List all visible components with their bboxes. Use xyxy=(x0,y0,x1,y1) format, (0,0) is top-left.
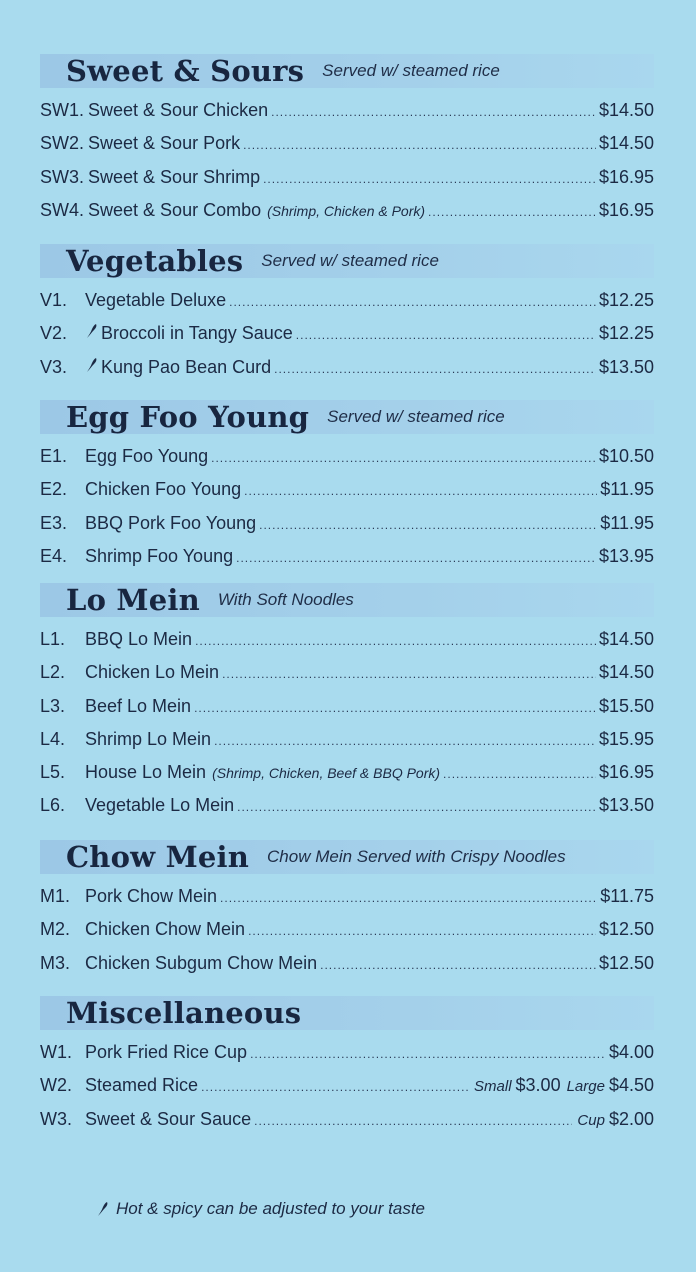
item-code: SW1. xyxy=(40,100,85,120)
item-name-text: Sweet & Sour Combo xyxy=(88,199,262,220)
section-header xyxy=(40,244,654,278)
spicy-note xyxy=(96,1199,425,1219)
menu-item xyxy=(40,913,654,946)
item-price: $14.50 xyxy=(598,100,654,120)
menu-item xyxy=(40,690,654,723)
section-header xyxy=(40,54,654,88)
item-name xyxy=(85,317,293,350)
section-title: Sweet & Sours xyxy=(66,54,305,88)
section-miscellaneous xyxy=(40,996,654,1136)
menu-item xyxy=(40,473,654,506)
section-lo-mein xyxy=(40,583,654,823)
item-code: SW2. xyxy=(40,133,85,154)
section-sweet-sours xyxy=(40,54,654,227)
item-name: Pork Chow Mein xyxy=(85,886,218,906)
leader-dots xyxy=(222,658,596,691)
menu-item xyxy=(40,789,654,822)
section-title: Egg Foo Young xyxy=(66,400,310,434)
leader-dots xyxy=(428,196,596,229)
item-price: $13.95 xyxy=(598,545,654,566)
section-header xyxy=(40,400,654,434)
item-name xyxy=(88,194,425,228)
item-name: Shrimp Foo Young xyxy=(85,545,234,566)
item-code: SW4. xyxy=(40,199,85,220)
item-price: $4.00 xyxy=(608,1042,654,1062)
item-name-text: House Lo Mein xyxy=(85,762,207,783)
item-name: Sweet & Sour Shrimp xyxy=(88,166,261,187)
leader-dots xyxy=(194,692,596,725)
item-code: L4. xyxy=(40,728,66,749)
item-code: E3. xyxy=(40,512,68,533)
item-price: $16.95 xyxy=(598,166,654,187)
item-name: Shrimp Lo Mein xyxy=(85,728,212,749)
item-price: $14.50 xyxy=(598,662,654,683)
size-label-small: Small xyxy=(474,1078,512,1096)
item-price: $12.50 xyxy=(598,952,654,973)
leader-dots xyxy=(244,475,597,508)
item-name: Sweet & Sour Pork xyxy=(88,133,241,154)
item-note: (Shrimp, Chicken & Pork) xyxy=(267,202,426,219)
item-code: W3. xyxy=(40,1108,73,1129)
item-code: L6. xyxy=(40,795,66,816)
chili-pepper-icon xyxy=(96,1201,110,1217)
leader-dots xyxy=(271,96,596,129)
menu-item xyxy=(40,317,654,350)
item-code: L3. xyxy=(40,695,66,716)
menu-item xyxy=(40,1036,654,1069)
leader-dots xyxy=(296,319,596,352)
item-code: V2. xyxy=(40,323,68,344)
item-name xyxy=(85,351,271,384)
item-name: Vegetable Lo Mein xyxy=(85,795,235,816)
item-name: Beef Lo Mein xyxy=(85,695,192,716)
item-name: Sweet & Sour Sauce xyxy=(85,1108,252,1129)
item-price: $15.50 xyxy=(598,695,654,716)
item-code: E4. xyxy=(40,545,68,566)
item-code: M1. xyxy=(40,886,71,906)
item-name: Vegetable Deluxe xyxy=(85,290,227,310)
leader-dots xyxy=(263,163,596,196)
section-subtitle: Chow Mein Served with Crispy Noodles xyxy=(267,847,566,866)
item-code: W2. xyxy=(40,1075,73,1096)
menu-item xyxy=(40,161,654,194)
item-price-large: $4.50 xyxy=(608,1075,654,1096)
item-name-text: Broccoli in Tangy Sauce xyxy=(101,323,293,344)
item-code: E2. xyxy=(40,479,68,500)
size-label-large: Large xyxy=(566,1078,605,1096)
section-subtitle: Served w/ steamed rice xyxy=(322,61,500,80)
leader-dots xyxy=(195,625,596,658)
chili-pepper-icon xyxy=(85,357,99,373)
menu-item xyxy=(40,880,654,913)
item-name: Chicken Foo Young xyxy=(85,479,242,500)
item-code: L2. xyxy=(40,662,66,683)
chili-pepper-icon xyxy=(85,323,99,339)
section-title: Vegetables xyxy=(66,244,244,278)
section-header xyxy=(40,840,654,874)
leader-dots xyxy=(211,442,596,475)
item-name: Chicken Subgum Chow Mein xyxy=(85,952,318,973)
item-price: $2.00 xyxy=(608,1108,654,1129)
item-code: SW3. xyxy=(40,166,85,187)
leader-dots xyxy=(214,725,596,758)
menu-item xyxy=(40,656,654,689)
item-price: $11.75 xyxy=(600,886,654,906)
section-title: Miscellaneous xyxy=(66,996,302,1030)
item-price: $12.25 xyxy=(598,290,654,310)
item-price: $16.95 xyxy=(598,199,654,220)
item-name: Sweet & Sour Chicken xyxy=(88,100,269,120)
menu-item xyxy=(40,623,654,656)
item-price: $12.25 xyxy=(598,323,654,344)
leader-dots xyxy=(229,286,596,319)
section-header xyxy=(40,996,654,1030)
leader-dots xyxy=(259,509,597,542)
menu-item xyxy=(40,1069,654,1102)
item-name xyxy=(85,756,440,790)
leader-dots xyxy=(201,1071,469,1104)
menu-item xyxy=(40,440,654,473)
item-name: Egg Foo Young xyxy=(85,446,209,466)
item-price: $13.50 xyxy=(598,356,654,377)
item-code: W1. xyxy=(40,1042,73,1062)
item-code: M2. xyxy=(40,919,71,940)
section-title: Lo Mein xyxy=(66,583,200,617)
menu-item xyxy=(40,351,654,384)
size-label-cup: Cup xyxy=(577,1111,605,1129)
section-subtitle: Served w/ steamed rice xyxy=(261,251,439,270)
menu-item xyxy=(40,127,654,160)
item-price-small: $3.00 xyxy=(515,1075,561,1096)
item-price: $14.50 xyxy=(598,629,654,649)
item-name: BBQ Pork Foo Young xyxy=(85,512,257,533)
item-note: (Shrimp, Chicken, Beef & BBQ Pork) xyxy=(212,765,441,782)
leader-dots xyxy=(237,791,596,824)
leader-dots xyxy=(443,758,596,791)
spicy-note-text: Hot & spicy can be adjusted to your taste xyxy=(116,1199,426,1218)
menu-item xyxy=(40,194,654,227)
section-header xyxy=(40,583,654,617)
menu-item xyxy=(40,1103,654,1136)
leader-dots xyxy=(320,949,596,982)
item-code: V3. xyxy=(40,356,68,377)
item-price: $14.50 xyxy=(598,133,654,154)
section-title: Chow Mein xyxy=(66,840,250,874)
leader-dots xyxy=(248,915,596,948)
section-vegetables xyxy=(40,244,654,384)
leader-dots xyxy=(220,882,597,915)
item-price: $12.50 xyxy=(598,919,654,940)
leader-dots xyxy=(254,1105,572,1138)
menu-item xyxy=(40,507,654,540)
item-name: Chicken Chow Mein xyxy=(85,919,246,940)
leader-dots xyxy=(243,129,596,162)
section-chow-mein xyxy=(40,840,654,980)
menu-item xyxy=(40,284,654,317)
item-code: E1. xyxy=(40,446,68,466)
item-name: Pork Fried Rice Cup xyxy=(85,1042,248,1062)
leader-dots xyxy=(274,353,596,386)
section-subtitle: With Soft Noodles xyxy=(217,590,354,609)
item-name-text: Kung Pao Bean Curd xyxy=(101,356,272,377)
item-name: BBQ Lo Mein xyxy=(85,629,193,649)
item-name: Chicken Lo Mein xyxy=(85,662,220,683)
item-code: V1. xyxy=(40,290,68,310)
menu-item xyxy=(40,756,654,789)
menu-item xyxy=(40,947,654,980)
item-price: $10.50 xyxy=(598,446,654,466)
item-name: Steamed Rice xyxy=(85,1075,199,1096)
item-price: $13.50 xyxy=(598,795,654,816)
menu-item xyxy=(40,723,654,756)
item-code: L1. xyxy=(40,629,66,649)
section-subtitle: Served w/ steamed rice xyxy=(327,407,505,426)
item-price: $11.95 xyxy=(600,512,654,533)
item-price: $11.95 xyxy=(600,479,654,500)
item-code: L5. xyxy=(40,762,66,783)
menu-item xyxy=(40,94,654,127)
item-price: $16.95 xyxy=(598,762,654,783)
menu-item xyxy=(40,540,654,573)
item-price: $15.95 xyxy=(598,728,654,749)
leader-dots xyxy=(250,1038,606,1071)
leader-dots xyxy=(236,542,596,575)
section-egg-foo-young xyxy=(40,400,654,573)
item-code: M3. xyxy=(40,952,71,973)
